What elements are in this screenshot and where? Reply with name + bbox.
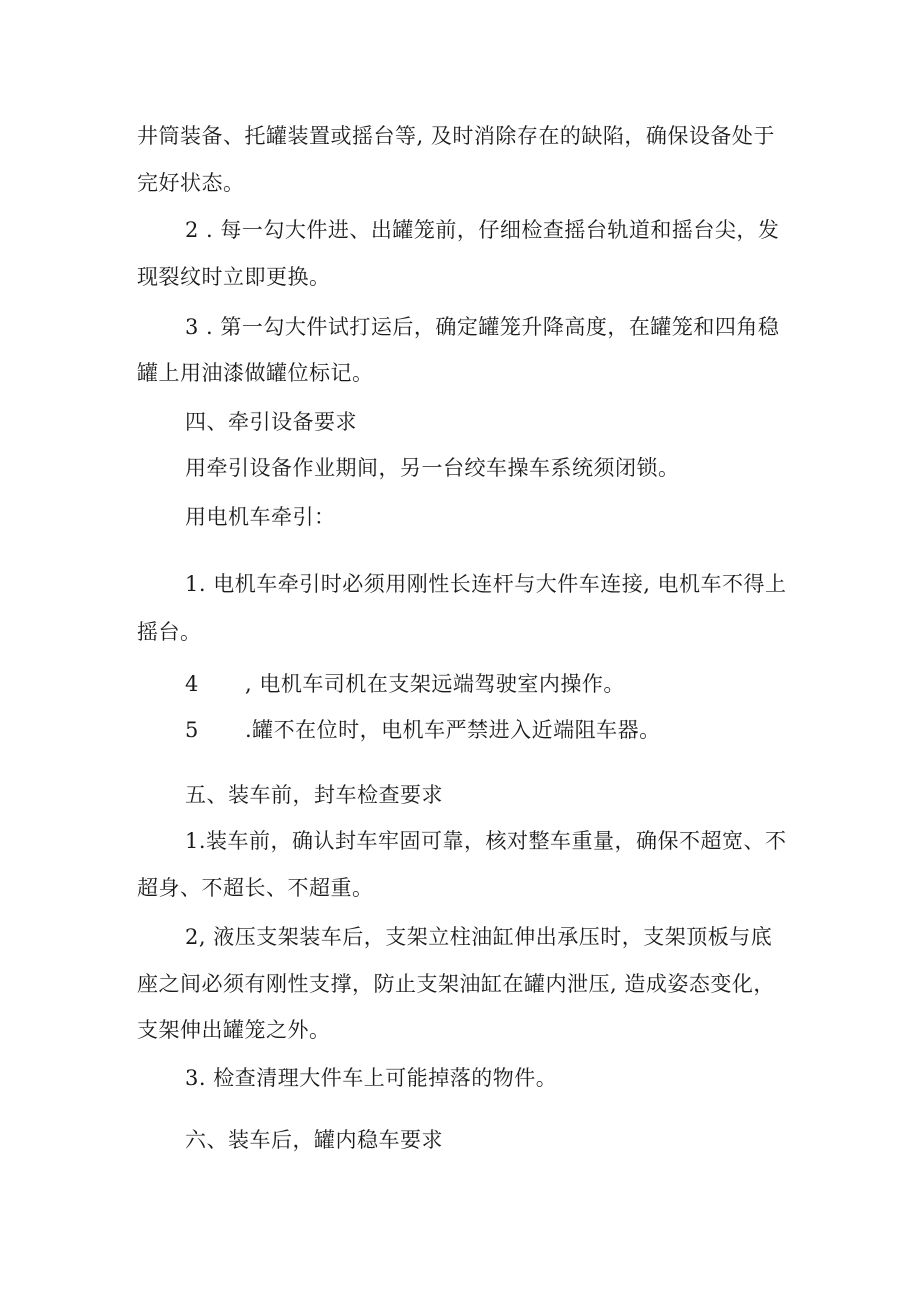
- paragraph-line: 用电机车牵引：: [185, 505, 336, 529]
- section-heading: 四、牵引设备要求: [185, 410, 357, 434]
- paragraph-line: 3. 检查清理大件车上可能掉落的物件。: [185, 1066, 558, 1090]
- paragraph-line: 用牵引设备作业期间，另一台绞车操车系统须闭锁。: [185, 456, 680, 480]
- paragraph-line: 超身、不超长、不超重。: [137, 876, 374, 900]
- paragraph-line: 2 . 每一勾大件进、出罐笼前，仔细检查摇台轨道和摇台尖，发: [185, 218, 780, 242]
- paragraph-line: 完好状态。: [137, 171, 245, 195]
- section-heading: 六、装车后，罐内稳车要求: [185, 1128, 443, 1152]
- paragraph-line: 2, 液压支架装车后，支架立柱油缸伸出承压时，支架顶板与底: [185, 925, 773, 949]
- paragraph-line: 1.装车前，确认封车牢固可靠，核对整车重量，确保不超宽、不: [185, 829, 787, 853]
- paragraph-line: 井筒装备、托罐装置或摇台等, 及时消除存在的缺陷，确保设备处于: [137, 124, 775, 148]
- paragraph-line: 摇台。: [137, 620, 202, 644]
- section-heading: 五、装车前，封车检查要求: [185, 783, 443, 807]
- paragraph-line: 支架伸出罐笼之外。: [137, 1018, 331, 1042]
- paragraph-line: 座之间必须有刚性支撑，防止支架油缸在罐内泄压, 造成姿态变化，: [137, 972, 775, 996]
- paragraph-line: 现裂纹时立即更换。: [137, 265, 331, 289]
- list-number: 5: [185, 718, 199, 742]
- paragraph-line: 1. 电机车牵引时必须用刚性长连杆与大件车连接, 电机车不得上: [185, 572, 787, 596]
- paragraph-line: 罐上用油漆做罐位标记。: [137, 361, 374, 385]
- list-number: 4: [185, 672, 199, 696]
- paragraph-line: .罐不在位时，电机车严禁进入近端阻车器。: [245, 718, 661, 742]
- paragraph-line: 3 . 第一勾大件试打运后，确定罐笼升降高度，在罐笼和四角稳: [185, 315, 780, 339]
- paragraph-line: , 电机车司机在支架远端驾驶室内操作。: [245, 672, 625, 696]
